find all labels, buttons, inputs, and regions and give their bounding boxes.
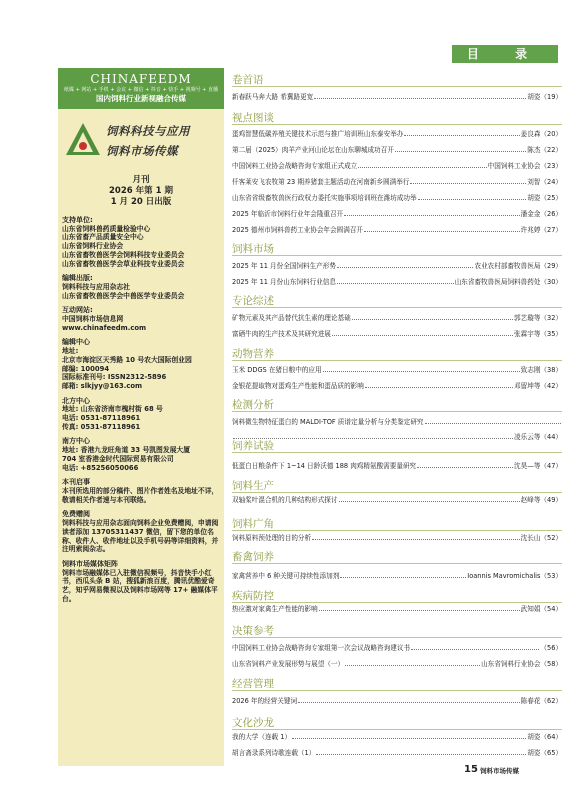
- entry-title: 2025 年临沂市饲料行业年会隆重召开: [232, 210, 344, 218]
- entry-author-page: 赵峰等（49）: [520, 496, 562, 504]
- leader-dots: [417, 462, 513, 468]
- toc-entry[interactable]: [232, 433, 562, 442]
- section-line: 地址: 香港九龙旺角道 33 号凯图发展大厦: [62, 446, 191, 455]
- toc-entry[interactable]: [232, 278, 562, 287]
- toc-entry[interactable]: [232, 194, 562, 203]
- entry-title: 2025 年 11 月份全国饲料生产形势: [232, 262, 336, 270]
- category-heading: 动物营养: [232, 348, 274, 360]
- toc-entry[interactable]: [232, 644, 562, 653]
- masthead-subtitle: 国内饲料行业新视融合传媒: [96, 94, 186, 103]
- section-heading: 本刊启事: [62, 478, 90, 487]
- category-divider: [232, 690, 562, 691]
- category-divider: [232, 124, 562, 125]
- section-line: 地址:: [62, 347, 79, 356]
- entry-title: 山东省饲料产业发展形势与展望（一）: [232, 660, 345, 668]
- leader-dots: [298, 697, 520, 703]
- entry-author-page: 陈杰（22）: [527, 146, 562, 154]
- toc-entry[interactable]: [232, 130, 562, 139]
- brand-name: CHINAFEEDM: [90, 72, 192, 86]
- toc-entry[interactable]: [232, 262, 562, 271]
- section-line: 北京市海淀区天秀路 10 号农大国际创业园: [62, 355, 192, 364]
- masthead-section: [58, 510, 224, 554]
- leader-dots: [418, 194, 527, 200]
- entry-author-page: 沈昊—等（47）: [514, 462, 562, 470]
- leader-dots: [314, 93, 526, 99]
- entry-title: 中国饲料工业协会战略咨询专家组第一次会议战略咨询建议书: [232, 644, 411, 652]
- issue-number: 2026 年第 1 期: [109, 186, 173, 196]
- leader-dots: [323, 366, 520, 372]
- entry-author-page: 中国饲料工业协会（23）: [487, 162, 562, 170]
- entry-title: 新春跃马奔大路 希冀路更宽: [232, 93, 314, 101]
- issue-type: 月刊: [132, 175, 150, 185]
- category-heading: 专论综述: [232, 295, 274, 307]
- entry-title: 山东省省级畜牧兽医行政权力委托实施事项培训班在潍坊成功举: [232, 194, 417, 202]
- category-divider: [232, 86, 562, 87]
- section-heading: 饲料市场媒体矩阵: [62, 559, 118, 568]
- entry-title: 2025 年 11 月份山东饲料行业信息: [232, 278, 336, 286]
- masthead-section: [58, 338, 224, 390]
- category-heading: 经营管理: [232, 678, 274, 690]
- entry-author-page: 陈春花（62）: [520, 697, 562, 705]
- entry-author-page: 致志刚（38）: [520, 366, 562, 374]
- masthead-header: [58, 68, 224, 109]
- section-line: 山东省饲料兽药质量检验中心: [62, 224, 151, 233]
- leader-dots: [319, 605, 520, 611]
- category-heading: 文化沙龙: [232, 717, 274, 729]
- entry-author-page: 邓留坤等（42）: [514, 382, 562, 390]
- entry-title: 我的大学（连载 1）: [232, 733, 292, 741]
- leader-dots: [332, 330, 513, 336]
- toc-entry[interactable]: [232, 178, 562, 187]
- entry-author-page: 武知娟（54）: [520, 605, 562, 613]
- entry-author-page: 潘金金（26）: [520, 210, 562, 218]
- section-heading: 南方中心: [62, 437, 90, 446]
- leader-dots: [358, 162, 486, 168]
- entry-title: 2026 年的经营关键词: [232, 697, 298, 705]
- toc-entry[interactable]: [232, 572, 562, 581]
- issue-date: 1 月 20 日出版: [110, 197, 172, 207]
- toc-entry[interactable]: [232, 605, 562, 614]
- category-heading: 畜禽饲养: [232, 551, 274, 563]
- entry-title: 富硒牛肉的生产技术及其研究进展: [232, 330, 331, 338]
- leader-dots: [364, 226, 520, 232]
- section-line: 国际标准刊号: ISSN2312-5896: [62, 373, 167, 382]
- leader-dots: [395, 146, 526, 152]
- entry-author-page: 山东省畜牧兽医局饲料兽药处（30）: [454, 278, 562, 286]
- masthead-sections: [58, 216, 224, 603]
- toc-entry[interactable]: [232, 534, 562, 543]
- category-heading: 视点图谈: [232, 112, 274, 124]
- entry-title: 第二届（2025）肉羊产业河山论坛在山东聊城成功召开: [232, 146, 394, 154]
- section-line: 邮编: 100094: [62, 364, 110, 373]
- toc-entry[interactable]: [232, 93, 562, 102]
- category-divider: [232, 492, 562, 493]
- section-line: 山东省畜产品质量安全中心: [62, 233, 144, 242]
- entry-author-page: 张霖宇等（35）: [514, 330, 562, 338]
- leader-dots: [425, 418, 561, 424]
- toc-entry[interactable]: [232, 226, 562, 235]
- category-heading: 卷首语: [232, 74, 264, 86]
- toc-entry[interactable]: [232, 418, 562, 427]
- entry-author-page: 刘智（24）: [527, 178, 562, 186]
- entry-author-page: 凌乐云等（44）: [514, 433, 562, 441]
- entry-author-page: 胡姿（64）: [527, 733, 562, 741]
- category-divider: [232, 729, 562, 730]
- leader-dots: [316, 749, 526, 755]
- category-heading: 饲料广角: [232, 518, 274, 530]
- leader-dots: [339, 496, 520, 502]
- entry-title: 中国饲料工业协会战略咨询专家组正式成立: [232, 162, 358, 170]
- masthead-section: [58, 306, 224, 332]
- toc-entry[interactable]: [232, 382, 562, 391]
- leader-dots: [233, 433, 513, 439]
- leader-dots: [411, 644, 539, 650]
- entry-title: 玉米 DDGS 在猪日粮中的应用: [232, 366, 322, 374]
- entry-author-page: 胡姿（25）: [527, 194, 562, 202]
- footer-title: 饲料市场传媒: [480, 767, 519, 775]
- section-heading: 免费赠阅: [62, 510, 90, 519]
- section-heading: 互动网站:: [62, 306, 93, 315]
- toc-entry[interactable]: [232, 496, 562, 505]
- entry-title: 金银花提取物对蛋鸡生产性能和蛋品质的影响: [232, 382, 364, 390]
- entry-author-page: Ioannis Mavromichalis（53）: [467, 572, 562, 580]
- entry-title: 低蛋白日粮条件下 1~14 日龄沃德 188 肉鸡精氨酸需要量研究: [232, 462, 417, 470]
- entry-author-page: 郭艺璇等（32）: [514, 314, 562, 322]
- category-divider: [232, 602, 562, 603]
- category-divider: [232, 637, 562, 638]
- page-number: 15: [464, 764, 478, 775]
- entry-title: 饲料微生物特征蛋白的 MALDI-TOF 质谱定量分析与分类鉴定研究: [232, 418, 424, 426]
- section-line: 地址: 山东省济南市槐村街 68 号: [62, 405, 163, 414]
- toc-title: 目 录: [452, 45, 558, 63]
- section-line: 传真: 0531-87118961: [62, 422, 141, 431]
- category-heading: 决策参考: [232, 625, 274, 637]
- category-divider: [232, 360, 562, 361]
- category-heading: 饲料市场: [232, 243, 274, 255]
- section-heading: 支持单位:: [62, 216, 93, 224]
- toc-entry[interactable]: [232, 660, 562, 669]
- category-heading: 饲料生产: [232, 480, 274, 492]
- category-divider: [232, 307, 562, 308]
- logo-title-1: 饲料科技与应用: [106, 124, 190, 138]
- entry-title: 2025 德州市饲料兽药工业协会年会圆满召开: [232, 226, 363, 234]
- entry-title: 矿物元素及其产品替代抗生素的理论基础: [232, 314, 351, 322]
- leader-dots: [312, 534, 520, 540]
- masthead-section: [58, 437, 224, 472]
- media-slogan: 纸媒 + 网站 + 手机 + 会议 + 微信 + 抖音 + 快手 + 视频号 + 直播: [64, 87, 218, 93]
- entry-title: 热应激对家禽生产性能的影响: [232, 605, 318, 613]
- section-line: 山东省畜牧兽医学会草业科技专业委员会: [62, 259, 185, 268]
- section-line: 704 室香港金时代国际贸易有限公司: [62, 454, 174, 463]
- section-paragraph: 饲料市场融媒体已入驻微信视频号，抖音快手小红书，西瓜头条 B 站，搜狐新浪百度，腾讯优酷爱奇艺，知乎网易微视以及饲料市场网等 17+ 融媒体平台。: [62, 568, 218, 603]
- leader-dots: [345, 660, 480, 666]
- toc-entry[interactable]: [232, 330, 562, 339]
- leader-dots: [292, 733, 526, 739]
- section-line: 山东省饲料行业协会: [62, 242, 124, 251]
- section-line: 饲料科技与应用杂志社: [62, 282, 130, 291]
- leader-dots: [337, 278, 454, 284]
- issue-info: [58, 175, 224, 208]
- toc-entry[interactable]: [232, 210, 562, 219]
- leader-dots: [352, 314, 513, 320]
- toc-entry[interactable]: [232, 749, 562, 758]
- entry-title: 仟客莱安飞农牧第 23 期养猪套主题活动在河南新乡圆满举行: [232, 178, 410, 186]
- leader-dots: [344, 210, 519, 216]
- masthead-section: [58, 397, 224, 432]
- section-heading: 北方中心: [62, 396, 90, 405]
- leader-dots: [404, 130, 519, 136]
- category-divider: [232, 563, 562, 564]
- entry-author-page: （56）: [540, 644, 562, 652]
- section-paragraph: 饲料科技与应用杂志面向饲料企业免费赠阅，申请阅读者添加 13705311437 微信，留下您的单位名称、收件人、收件地址以及手机号码等详细资料，并注明索阅杂志。: [62, 519, 219, 554]
- category-divider: [232, 530, 562, 531]
- toc-entry[interactable]: [232, 733, 562, 742]
- section-paragraph: 本刊所选用的部分稿件、图片作者姓名及地址不详，敬请相关作者速与本刊联络。: [62, 486, 219, 504]
- section-line: 山东省畜牧兽医学会饲料科技专业委员会: [62, 250, 185, 259]
- category-heading: 检测分析: [232, 399, 274, 411]
- masthead-section: [58, 560, 224, 604]
- toc-entry[interactable]: [232, 366, 562, 375]
- section-line: 电话: +85256050066: [62, 463, 139, 472]
- entry-author-page: 山东省饲料行业协会（58）: [481, 660, 562, 668]
- category-divider: [232, 452, 562, 453]
- entry-author-page: 胡姿（65）: [527, 749, 562, 757]
- category-divider: [232, 255, 562, 256]
- category-heading: 疾病防控: [232, 590, 274, 602]
- section-line: www.chinafeedm.com: [62, 323, 147, 332]
- entry-title: 饲料原料预处理的目的分析: [232, 534, 312, 542]
- leader-dots: [365, 382, 513, 388]
- leader-dots: [340, 572, 466, 578]
- logo-title-2: 饲料市场传媒: [106, 144, 178, 158]
- masthead-section: [58, 274, 224, 300]
- entry-title: 双轴桨叶混合机的几种结构形式探讨: [232, 496, 338, 504]
- publication-logo-icon: [64, 121, 102, 159]
- entry-author-page: 姜良森（20）: [520, 130, 562, 138]
- entry-author-page: 沈长山（52）: [520, 534, 562, 542]
- entry-title: 蛋鸡智慧低碳养殖关键技术示范与推广培训班山东泰安举办: [232, 130, 404, 138]
- toc-entry[interactable]: [232, 462, 562, 471]
- category-heading: 饲养试验: [232, 440, 274, 452]
- section-heading: 编辑中心: [62, 338, 90, 347]
- toc-entry[interactable]: [232, 314, 562, 323]
- leader-dots: [410, 178, 526, 184]
- entry-author-page: 农业农村部畜牧兽医局（29）: [474, 262, 562, 270]
- toc-entry[interactable]: [232, 162, 562, 171]
- toc-entry[interactable]: [232, 146, 562, 155]
- masthead-section: [58, 216, 224, 268]
- section-line: 邮箱: slkjyy@163.com: [62, 381, 143, 390]
- section-heading: 编辑出版:: [62, 274, 93, 283]
- entry-title: 家禽营养中 6 种关键可持续性添加剂: [232, 572, 340, 580]
- entry-title: 胡言斋录系列诗歌连载（1）: [232, 749, 316, 757]
- toc-entry[interactable]: [232, 697, 562, 706]
- category-divider: [232, 411, 562, 412]
- section-line: 中国饲料市场信息网: [62, 315, 124, 324]
- masthead-panel: [58, 68, 224, 766]
- section-line: 电话: 0531-87118961: [62, 414, 141, 423]
- masthead-section: [58, 478, 224, 504]
- section-line: 山东省畜牧兽医学会中兽医学专业委员会: [62, 291, 185, 300]
- leader-dots: [337, 262, 473, 268]
- logo-block: [58, 113, 224, 173]
- entry-author-page: 胡姿（19）: [527, 93, 562, 101]
- entry-author-page: 许兆婷（27）: [520, 226, 562, 234]
